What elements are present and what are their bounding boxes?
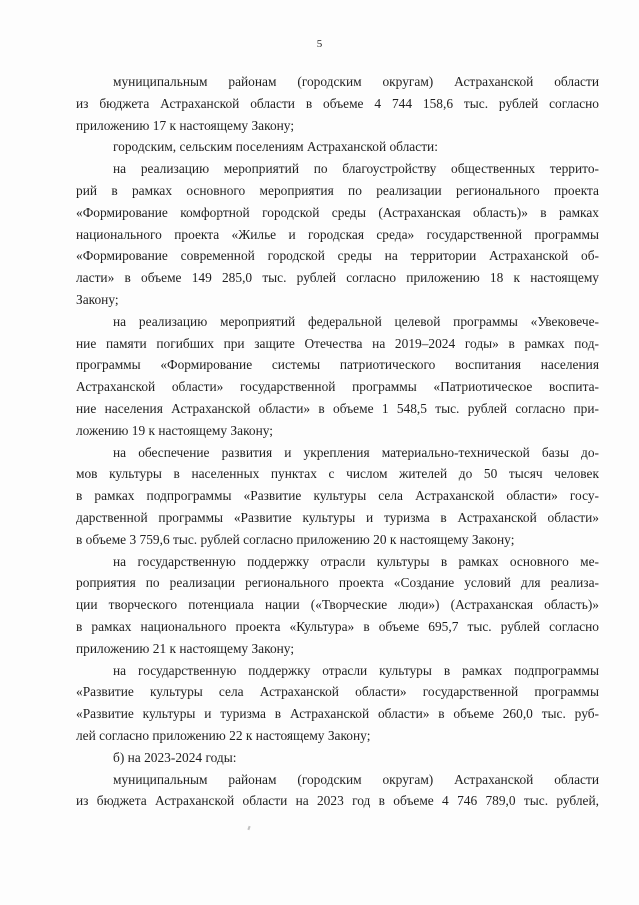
text-line: из бюджета Астраханской области на 2023 год в объеме 4 746 789,0 тыс. рублей, xyxy=(76,793,599,809)
text-line: ции творческого потенциала нации («Творческие люди») (Астраханская область)» xyxy=(76,597,599,613)
text-line: «Развитие культуры и туризма в Астраханской области» в объеме 260,0 тыс. руб- xyxy=(76,706,599,722)
text-line: на реализацию мероприятий федеральной целевой программы «Увековече- xyxy=(113,313,599,329)
text-line: «Развитие культуры села Астраханской области» государственной программы xyxy=(76,684,599,700)
page-number: 5 xyxy=(316,38,323,50)
text-line: ние населения Астраханской области» в объеме 1 548,5 тыс. рублей согласно при- xyxy=(76,400,599,416)
text-line: мов культуры в населенных пунктах с числом жителей до 50 тысяч человек xyxy=(76,466,599,482)
text-line: «Формирование комфортной городской среды (Астраханская область)» в рамках xyxy=(76,204,599,220)
text-line: на реализацию мероприятий по благоустройству общественных террито- xyxy=(113,161,599,177)
scan-speck xyxy=(247,826,250,830)
text-line: из бюджета Астраханской области в объеме 4 744 158,6 тыс. рублей согласно xyxy=(76,95,599,111)
text-line: роприятия по реализации регионального проекта «Создание условий для реализа- xyxy=(76,575,599,591)
text-line: дарственной программы «Развитие культуры и туризма в Астраханской области» xyxy=(76,509,599,525)
text-line: Астраханской области» государственной программы «Патриотическое воспита- xyxy=(76,379,599,395)
text-line: приложению 17 к настоящему Закону; xyxy=(76,117,295,133)
text-line: приложению 21 к настоящему Закону; xyxy=(76,640,295,656)
text-line: Закону; xyxy=(76,291,119,307)
text-line: муниципальным районам (городским округам) Астраханской области xyxy=(113,771,599,787)
text-line: в объеме 3 759,6 тыс. рублей согласно приложению 20 к настоящему Закону; xyxy=(76,531,515,547)
text-line: программы «Формирование системы патриотического воспитания населения xyxy=(76,357,599,373)
text-line: б) на 2023-2024 годы: xyxy=(113,749,237,765)
text-line: национального проекта «Жилье и городская среда» государственной программы xyxy=(76,226,599,242)
text-line: ние памяти погибших при защите Отечества на 2019–2024 годы» в рамках под- xyxy=(76,335,599,351)
text-line: лей согласно приложению 22 к настоящему Закону; xyxy=(76,727,371,743)
law-text-body xyxy=(76,71,599,812)
text-line: на обеспечение развития и укрепления материально-технической базы до- xyxy=(113,444,599,460)
text-line: ложению 19 к настоящему Закону; xyxy=(76,422,274,438)
text-line: ласти» в объеме 149 285,0 тыс. рублей согласно приложению 18 к настоящему xyxy=(76,270,599,286)
text-line: рий в рамках основного мероприятия по реализации регионального проекта xyxy=(76,182,599,198)
text-line: на государственную поддержку отрасли культуры в рамках подпрограммы xyxy=(113,662,599,678)
text-line: в рамках национального проекта «Культура» в объеме 695,7 тыс. рублей согласно xyxy=(76,618,599,634)
text-line: в рамках подпрограммы «Развитие культуры села Астраханской области» госу- xyxy=(76,488,599,504)
text-line: «Формирование современной городской среды на территории Астраханской об- xyxy=(76,248,599,264)
text-line: муниципальным районам (городским округам) Астраханской области xyxy=(113,74,599,89)
text-line: на государственную поддержку отрасли культуры в рамках основного ме- xyxy=(113,553,599,569)
text-line: городским, сельским поселениям Астраханской области: xyxy=(113,139,438,155)
